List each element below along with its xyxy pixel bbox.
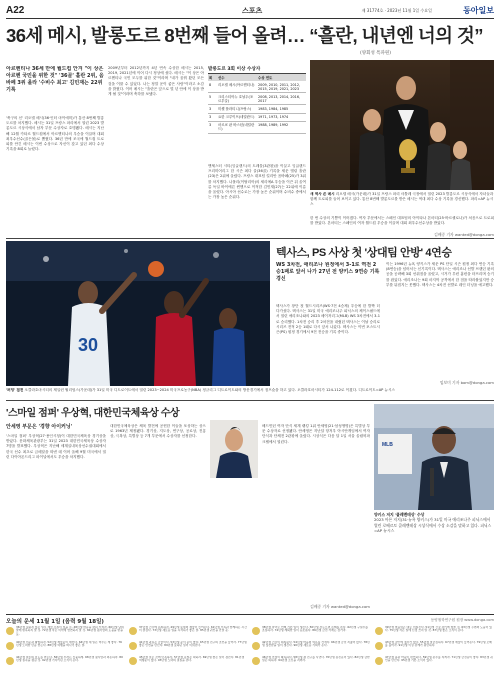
newspaper-logo: 동아일보: [463, 5, 494, 15]
article1-lead: 아르헨티나 36세 만에 월드컵 안겨 "이 상은 아르헨 국민을 위한 것" '36골' 홀란 2위, 음바페 3위 올라 '수비수 최고' 김민재는 22위 기록: [6, 66, 104, 93]
article3-body-3: 배드민턴 여자 단식 세계 랭킹 1위 안세영(21·삼성생명)은 특별상 부문 수상자로 선정됐다. 안세영은 지난달 항저우 아시안게임에서 여자 단식과 단체전 2관왕에 올랐다. 시상식은 다음 달 1일 서울 올림픽파크텔에서 열린다.: [262, 424, 370, 444]
article3-lead: 안세영 부문은 '경향 아이커닝': [6, 424, 73, 430]
table-row: [208, 93, 306, 105]
table-header: 수상 연도: [257, 74, 306, 82]
basketball-photo: [6, 241, 270, 386]
table-cell: 3: [208, 113, 217, 121]
zodiac-icon: [375, 627, 383, 635]
daily-fortune-section: [6, 614, 494, 687]
fortune-item: [252, 656, 370, 666]
table-cell: 1983, 1984, 1985: [257, 105, 306, 113]
table-cell: 미셸 플라티니(프랑스): [217, 105, 257, 113]
zodiac-icon: [252, 627, 260, 635]
fortune-text: 43년생 집안에 경사가 있다. 55년생 말조심하라. 67년생 재물이 들어온다. 79년생 오해를 풀어라. 91년생 이성 관계가 원만하다.: [385, 641, 492, 648]
svg-text:30: 30: [78, 335, 99, 355]
fortune-text: 40년생 이웃과 화합하라. 52년생 재물운이 따른다. 64년생 새 일은 미루는 게 좋다. 76년생 노력한 만큼 얻는다. 88년생 여행을 떠나기 좋은 날.: [16, 641, 122, 648]
fortune-item: [6, 626, 124, 636]
article2-body-2: 이는 1996년 뉴욕 양키스가 세운 PS 단일 시즌 원정 최다 연승 기록(8연승)을 넘어서는 신기록이다. 텍사스는 애리조나 선발 브랜던 팟의 공을 공략해 3회 선취점을 올렸고, 시거가 투런 홈런을 터뜨리며 승기를 잡았다. 애리조나는 9회 마지막 공격에서 한 점을 따라붙었지만 승부를 뒤집지는 못했다. 텍사스는 4차전 선발로 데인 더닝을 예고했다.: [386, 262, 494, 287]
zodiac-icon: [129, 627, 137, 635]
fortune-text: 41년생 과욕은 금물이다. 53년생 문서 운이 좋다. 65년생 친구의 조언을 들어라. 77년생 좋은 인연을 만난다. 89년생 뜻하던 일이 이뤄진다.: [139, 641, 247, 648]
zodiac-icon: [252, 642, 260, 650]
zodiac-icon: [6, 657, 14, 665]
messi-photo-caption: [310, 192, 494, 214]
fortune-item: [129, 626, 247, 636]
article2-lead: WS 3차전, 애리조나 원정에서 3-1로 역전 2승1패로 앞서 나가 27년 전 양키스 9연승 기록 경신: [276, 262, 380, 283]
table-cell: 요한 크루이프(네덜란드): [217, 113, 257, 121]
fortune-text: 39년생 마음먹은 대로 이뤄진다. 51년생 건강 관리에 힘쓸 것. 63년생 주변의 도움이 있다. 75년생 작은 일에 신경 쓰지 말 것. 87년생 좋은 소식이 온다.: [385, 626, 492, 633]
main-headline: 36세 메시, 발롱도르 8번째 들어 올려… “흘란, 내년엔 너의 것”: [6, 25, 483, 46]
article1-byline: 김배중 기자 wanted@donga.com: [434, 232, 494, 237]
fortune-title: 오늘의 운세 11월 1일 (음력 9월 18일): [6, 619, 104, 625]
table-title: 발롱도르 3회 이상 수상자: [208, 67, 261, 72]
fortune-item: [375, 656, 493, 666]
basketball: [148, 261, 164, 277]
article2-headline: 텍사스, PS 사상 첫 '상대팀 안방' 4연승: [276, 247, 452, 259]
judge-photo-caption: [374, 512, 494, 610]
messi-photo-illustration: [310, 60, 494, 190]
article3-byline: 김배중 기자 wanted@donga.com: [310, 604, 370, 609]
article3-headline: '스마일 점퍼' 우상혁, 대한민국체육상 수상: [6, 408, 180, 419]
section-title: 스포츠: [242, 7, 263, 15]
article2-byline: 임보미 기자 bom@donga.com: [439, 380, 494, 385]
basketball-photo-caption: [6, 388, 494, 399]
article1-body-3: 맨체스터 시티(잉글랜드)의 트레블(3관왕)을 이끌고 잉글랜드 프리미어리그 한 시즌 최다 골(36골) 기록을 세운 엘링 홀란(23)은 2위에 올랐다. 프랑스 대표팀 킬리안 음바페(25)가 3위를 차지했다. 나폴리(이탈리아)의 세리에A 우승을 이끈 뒤 올여름 독일 바이에른 뮌헨으로 이적한 김민재(27)는 22위에 이름을 올렸다. 아시아 선수로는 가장 높은 순위이며 수비수 중에서는 가장 높은 순위다.: [208, 164, 306, 200]
judge-photo: [374, 404, 494, 510]
portrait-illustration: [210, 420, 258, 478]
zodiac-icon: [6, 642, 14, 650]
fortune-text: 44년생 자손의 효도를 받는다. 56년생 투자는 신중하게. 68년생 윗사람과 의논하라. 80년생 실속을 챙길 것. 92년생 기다리던 소식이 온다.: [16, 656, 123, 663]
zodiac-icon: [129, 657, 137, 665]
section-divider: [6, 238, 494, 239]
table-cell: 1971, 1973, 1974: [257, 113, 306, 121]
caption-title: 양키스 저지 '클레멘테상' 수상: [374, 512, 425, 517]
judge-photo-illustration: [374, 404, 494, 510]
table-cell: 3: [208, 105, 217, 113]
fortune-item: [129, 641, 247, 651]
table-cell: 3: [208, 121, 217, 133]
fortune-item: [375, 626, 493, 636]
page-header: [6, 5, 494, 19]
article1-tail: 한 번 수상의 기쁨이 이어졌다. 여자 부문에서는 스페인 대표팀의 아이타나 본마티(25·바르셀로나)가 처음으로 트로피를 받았다. 본마티는 스페인의 여자 월드컵 우승을 이끌며 대회 최우수선수상을 받았다.: [310, 216, 494, 226]
caption-text: 2023 아론 저지(31·뉴욕 양키스)가 31일 미국 애리조나주 피닉스에서 열린 로베르토 클레멘테상 시상식에서 수상 소감을 말하고 있다. 피닉스=AP 뉴시스: [374, 517, 492, 534]
table-header: 선수: [217, 74, 257, 82]
table-cell: 2008, 2013, 2014, 2016, 2017: [257, 93, 306, 105]
zodiac-icon: [129, 642, 137, 650]
fortune-text: 37년생 건강에 유의하라. 49년생 뜻밖의 재물이 들어온다. 61년생 가족과 함께하는 시간이 즐겁다. 73년생 새로운 일을 시작하기 좋은 날. 85년생 귀인을 만날 운.: [139, 626, 247, 633]
table-header: 회: [208, 74, 217, 82]
issue-meta: 제 31774호 · 2023년 11월 1일 수요일: [361, 8, 432, 13]
fortune-source: 동양철학연구원 원장 www.donga.com: [430, 618, 494, 622]
fortune-text: 42년생 건강이 회복된다. 54년생 마음의 여유를 가져라. 66년생 금전 지출이 많다. 78년생 칭찬받을 일이 생긴다. 90년생 새로운 기회가 온다.: [262, 641, 370, 648]
caption-title: 새 역사 쓴 메시: [310, 192, 335, 196]
ballon-dor-table: [208, 73, 306, 134]
table-cell: 2009, 2010, 2011, 2012, 2015, 2019, 2021, 2023: [257, 81, 306, 93]
table-cell: 1988, 1989, 1992: [257, 121, 306, 133]
fortune-text: 38년생 자녀로 인해 기쁜 일이 생긴다. 50년생 서두르면 손해를 본다. 62년생 구설수를 조심하라. 74년생 계획한 일이 순조롭다. 86년생 금전 거래는 삼가라.: [262, 626, 368, 633]
article3-body: '스마일 점퍼' 우상혁(27·용인시청)이 대한민국체육상 경기상을 받았다. 문화체육관광부는 31일 2023 대한민국체육상 수상자 7명을 발표했다. 우상혁은 지난해 세계실내육상선수권대회에서 한국 선수 최초로 금메달을 따낸 데 이어 올해 9월 미국에서 열린 다이아몬드리그 파이널에서도 우승을 차지했다.: [6, 434, 106, 459]
article1-body-2: 2009년부터 2012년까지 4년 연속 수상한 메시는 2015, 2019, 2021년에 이어 다시 정상에 섰다. 메시는 "이 상은 아르헨티나 국민 모두를 위한 것"이라며 "내가 꿈꿔 왔던 모든 것을 이룰 수 있었다. 나는 정말 운이 좋은 사람"이라고 소감을 밝혔다. 이어 메시는 "홀란은 앞으로 몇 년 안에 이 상을 받게 될 것"이라며 축하를 보냈다.: [108, 66, 204, 97]
fortune-item: [129, 656, 247, 666]
article2-body: 텍사스가 창단 첫 월드시리즈(WS·7전 4승제) 우승에 한 발짝 더 다가섰다. 텍사스는 31일 미국 애리조나주 피닉스의 체이스필드에서 열린 애리조나와의 2023 메이저리그(MLB) WS 3차전에서 3-1로 승리했다. 1차전 승리 후 2차전을 내줬던 텍사스는 이날 승리로 시리즈 전적 2승 1패로 다시 앞서 나갔다. 텍사스는 이번 포스트시즌(PS) 원정 경기에서 9전 전승을 기록 중이다.: [276, 304, 380, 335]
woo-portrait: [210, 420, 258, 478]
caption-title: '퍼덩' 접전: [6, 388, 24, 392]
fortune-item: [252, 641, 370, 651]
table-cell: 8: [208, 81, 217, 93]
zodiac-icon: [375, 657, 383, 665]
table-cell: 마르코 판 바스턴(네덜란드): [217, 121, 257, 133]
table-cell: 5: [208, 93, 217, 105]
fortune-text: 47년생 몸과 마음이 편안하다. 59년생 분수를 지켜라. 71년생 금전운이 좋다. 83년생 귀인을 만난다. 95년생 기쁜 소식이 있다.: [385, 656, 493, 663]
zodiac-icon: [375, 642, 383, 650]
zodiac-icon: [252, 657, 260, 665]
fortune-text: 45년생 작은 것에 만족하라. 57년생 동업은 피하라. 69년생 좋은 일이 겹친다. 81년생 여행운이 있다. 93년생 노력의 결실을 본다.: [139, 656, 245, 663]
table-row: [208, 121, 306, 133]
caption-text: 오클라호마시티의 제일런 윌리엄스(가운데)가 31일 미국 디트로이트에서 열린 2023~2024 미국프로농구(NBA) 정규리그 디트로이트와의 방문경기에서 점프슛을 하고 있다. 오클라호마시티가 124-112로 이겼다. 디트로이트=AP 뉴시스: [24, 388, 395, 392]
table-cell: 크리스티아누 호날두(포르투갈): [217, 93, 257, 105]
fortune-item: [6, 641, 124, 651]
section-divider: [6, 400, 494, 401]
table-cell: 리오넬 메시(아르헨티나): [217, 81, 257, 93]
table-header-row: [208, 74, 306, 82]
basketball-photo-illustration: [6, 241, 270, 386]
fortune-text: 36년생 뜻하지 않은 일로 재물 손실이 있을 수. 48년생 마음을 편히 가져라. 60년생 남의 말에 현혹되지 말 것. 72년생 작은 이익에 연연하지 말 것. 84년생 윗사람의 도움을 받을 듯.: [16, 626, 124, 636]
page-number: A22: [6, 5, 25, 16]
table-row: [208, 105, 306, 113]
zodiac-icon: [6, 627, 14, 635]
fortune-text: 46년생 가정이 화목하다. 58년생 새 친구를 사귄다. 70년생 승진운이 있다. 82년생 급한 일은 피하라. 94년생 소신을 지켜라.: [262, 656, 370, 663]
table-row: [208, 81, 306, 93]
fortune-item: [6, 656, 124, 666]
headline-source: (양회성 특파원): [360, 51, 392, 56]
messi-photo: [310, 60, 494, 190]
fortune-item: [252, 626, 370, 636]
article3-body-2: 대한민국체육상은 체육 발전에 공헌한 이들을 포상하는 상으로 1963년 제정됐다. 경기상, 지도상, 연구상, 공로상, 진흥상, 극복상, 특별상 등 7개 부문에서 수상자를 선정한다.: [110, 424, 206, 439]
fortune-item: [375, 641, 493, 651]
svg-text:MLB: MLB: [382, 442, 393, 448]
caption-text: 리오넬 메시(가운데)가 31일 프랑스 파리 샤틀레 극장에서 열린 2023 발롱도르 시상식에서 자녀들과 함께 트로피를 들어 보이고 있다. 통산 8번째 발롱도르를 받은 메시는 역대 최다 수상 기록을 경신했다. 파리=AP 뉴시스: [310, 192, 494, 206]
article1-body: '축구의 신' 리오넬 메시(36·인터 마이애미)가 통산 8번째 발롱도르를 차지했다. 메시는 31일 프랑스 파리에서 열린 2023 발롱도르 시상식에서 남자 부문 수상자로 호명됐다. 메시는 지난해 12월 카타르 월드컵에서 아르헨티나의 우승을 이끌며 대회 최우수선수(골든볼)로 뽑혔다. 36년 만에 조국에 월드컵 트로피를 안긴 메시는 이번 수상으로 자신이 갖고 있던 최다 수상 기록을 8회로 늘렸다.: [6, 116, 104, 152]
table-row: [208, 113, 306, 121]
